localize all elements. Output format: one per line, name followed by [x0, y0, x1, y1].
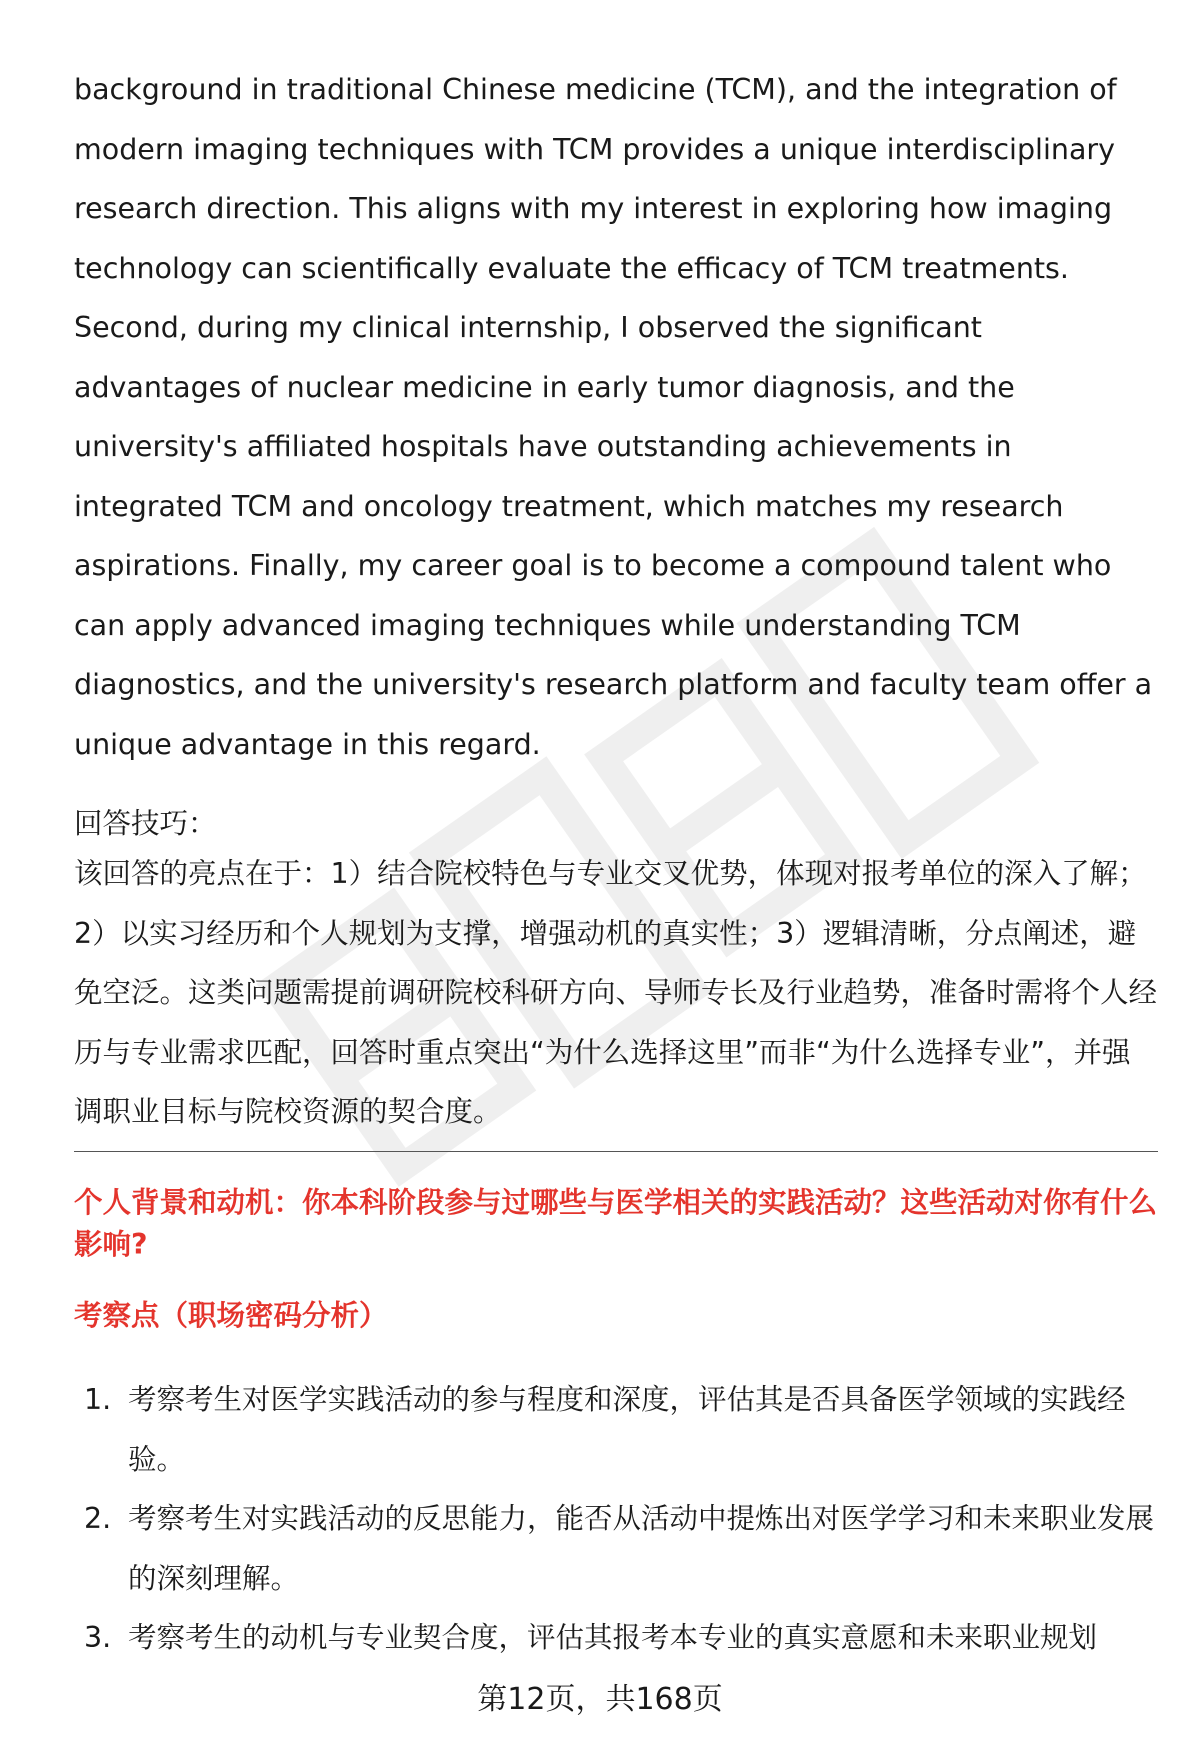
list-item-number: 2. [84, 1502, 112, 1535]
tips-body: 该回答的亮点在于：1）结合院校特色与专业交叉优势，体现对报考单位的深入了解；2）以实习经历和个人规划为支撑，增强动机的真实性；3）逻辑清晰，分点阐述，避免空泛。这类问题需提前调研院校科研方向、导师专长及行业趋势，准备时需将个人经历与专业需求匹配，回答时重点突出“为什么选择这里”而非“为什么选择专业”，并强调职业目标与院校资源的契合度。 [74, 857, 1158, 1128]
list-item-number: 1. [84, 1383, 112, 1416]
list-item [74, 1608, 1158, 1668]
answer-paragraph: background in traditional Chinese medicine (TCM), and the integration of modern imaging techniques with TCM provides a unique interdisciplinary research direction. This aligns with my interest in exploring how imaging technology can scientifically evaluate the efficacy of TCM treatments. Second, during my clinical internship, I observed the significant advantages of nuclear medicine in early tumor diagnosis, and the university's affiliated hospitals have outstanding achievements in integrated TCM and oncology treatment, which matches my research aspirations. Finally, my career goal is to become a compound talent who can apply advanced imaging techniques while understanding TCM diagnostics, and the university's research platform and faculty team offer a unique advantage in this regard. [74, 73, 1153, 761]
question-heading: 个人背景和动机：你本科阶段参与过哪些与医学相关的实践活动？这些活动对你有什么影响? [74, 1186, 1158, 1261]
list-item-number: 3. [84, 1621, 112, 1654]
list-item-text: 考察考生对实践活动的反思能力，能否从活动中提炼出对医学学习和未来职业发展的深刻理解。 [128, 1502, 1155, 1595]
list-item-text: 考察考生的动机与专业契合度，评估其报考本专业的真实意愿和未来职业规划 [128, 1621, 1098, 1654]
document-body [74, 60, 1158, 1142]
list-item [74, 1489, 1158, 1608]
section-title: 考察点（职场密码分析） [74, 1299, 388, 1332]
section-divider [74, 1151, 1158, 1152]
tips-title: 回答技巧： [74, 807, 217, 840]
list-item [74, 1370, 1158, 1489]
assessment-points-list [74, 1370, 1158, 1668]
page-number-footer: 第12页，共168页 [477, 1682, 723, 1717]
list-item-text: 考察考生对医学实践活动的参与程度和深度，评估其是否具备医学领域的实践经验。 [128, 1383, 1126, 1476]
